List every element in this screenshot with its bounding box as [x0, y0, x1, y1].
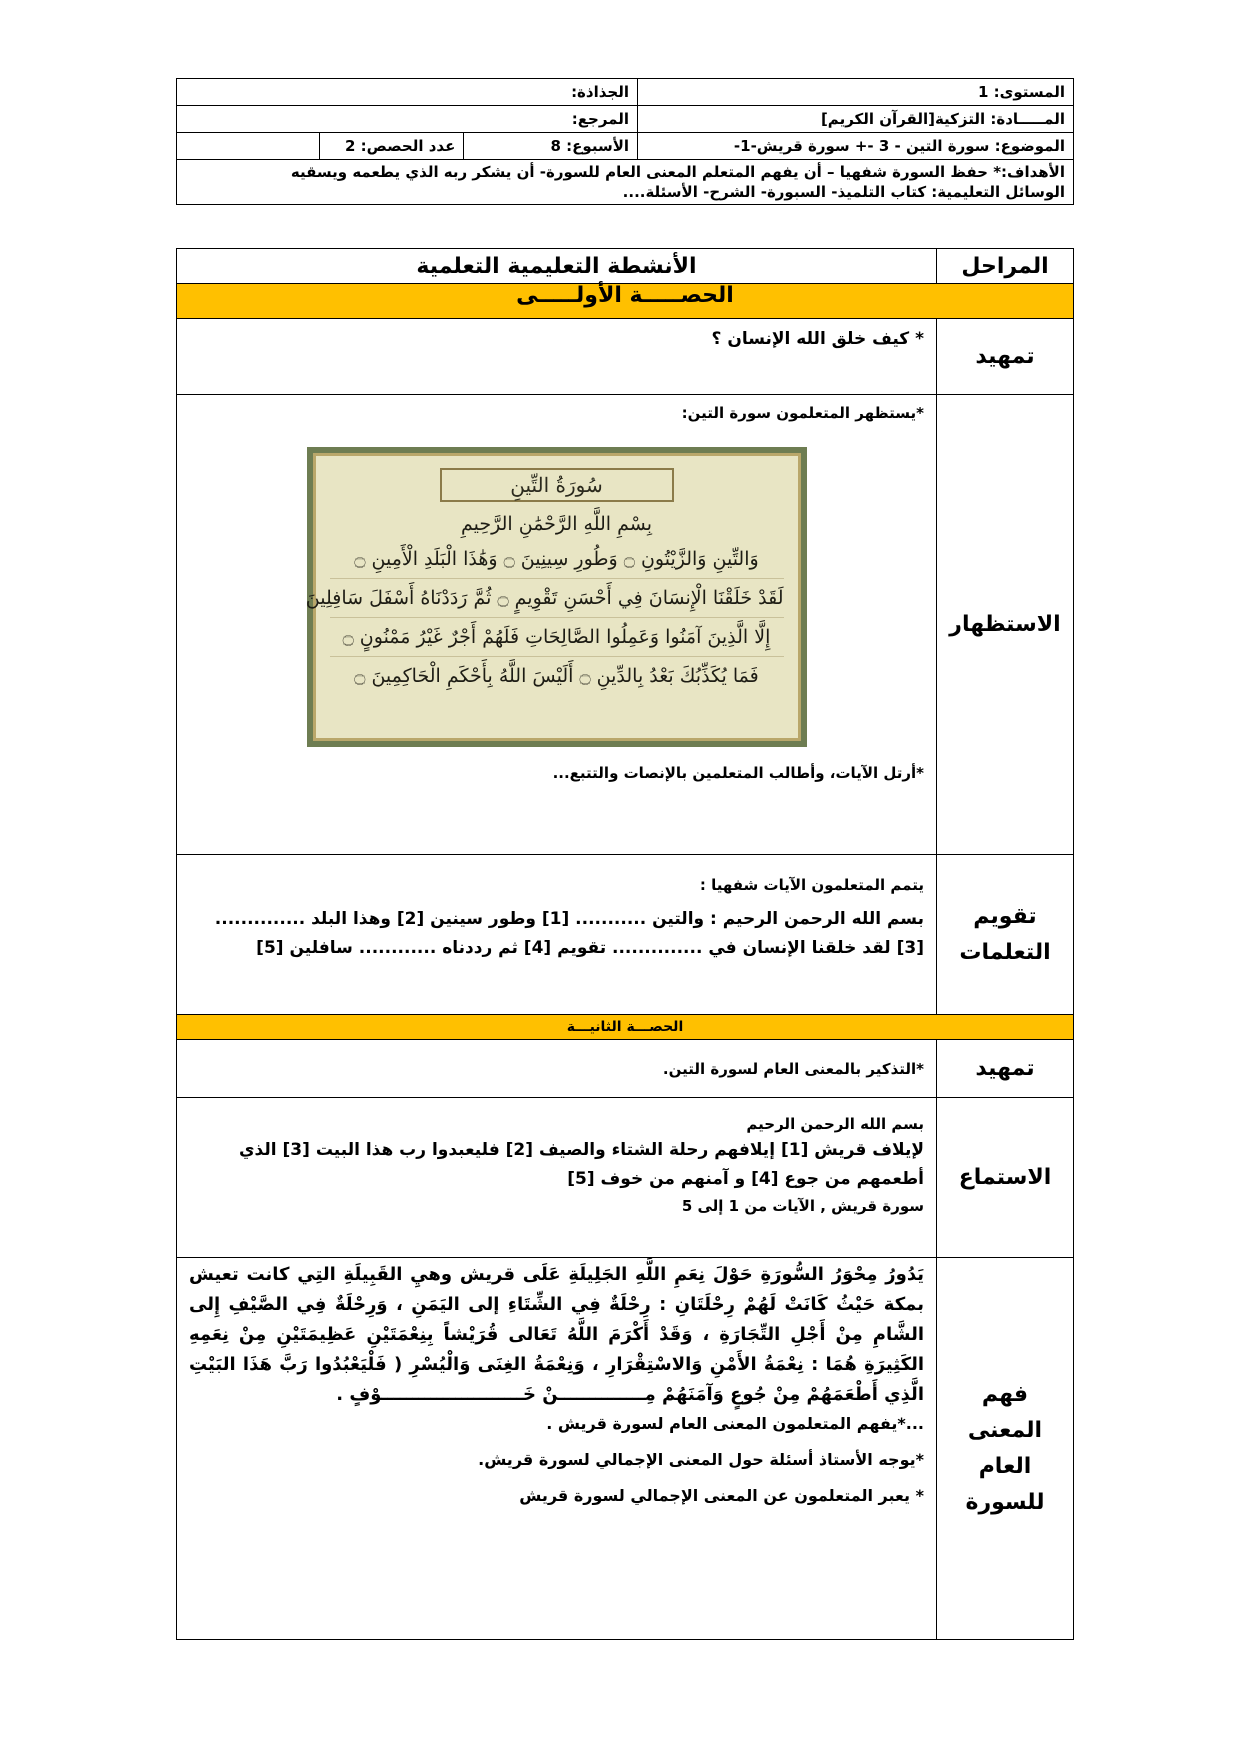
intro-2-cell — [177, 1040, 937, 1098]
level: المستوى: 1 — [638, 79, 1074, 106]
edition: الجذاذة: — [177, 79, 638, 106]
header-table — [176, 78, 1074, 205]
goals-cell — [177, 160, 1074, 205]
stage-intro-2: تمهيد — [937, 1040, 1074, 1098]
quran-basmala: بِسْمِ اللَّهِ الرَّحْمَٰنِ الرَّحِيمِ — [461, 513, 652, 535]
listening-text: لإيلاف قريش [1] إيلافهم رحلة الشتاء والصيف [2] فليعبدوا رب هذا البيت [3] الذي أطعمهم من جوع [4] و آمنهم من خوف [5] — [238, 1140, 924, 1189]
intro-2-text: *التذكير بالمعنى العام لسورة التين. — [662, 1059, 924, 1078]
stage-recall: الاستظهار — [937, 395, 1074, 855]
meaning-point-2: *يوجه الأستاذ أسئلة حول المعنى الإجمالي لسورة قريش. — [478, 1450, 924, 1469]
lesson-1-heading: الحصـــــة الأولـــــى — [177, 284, 1074, 319]
stage-listening: الاستماع — [937, 1098, 1074, 1258]
recall-after: *أرتل الآيات، وأطالب المتعلمين بالإنصات والتتبع... — [552, 764, 924, 782]
reference: المرجع: — [177, 106, 638, 133]
quran-surah-image — [307, 447, 807, 747]
stage-intro-1: تمهيد — [937, 319, 1074, 395]
intro-1-question: * كيف خلق الله الإنسان ؟ — [711, 329, 924, 349]
surah-title: سُورَةُ التِّينِ — [440, 468, 674, 502]
goals: الأهداف:* حفظ السورة شفهيا – أن يفهم المتعلم المعنى العام للسورة- أن يشكر ربه الذي يطعمه ويسقيه — [290, 163, 1065, 181]
stage-meaning: فهم المعنى العام للسورة — [937, 1258, 1074, 1640]
meaning-cell — [177, 1258, 937, 1640]
col-activities: الأنشطة التعليمية التعلمية — [177, 249, 937, 284]
teaching-means: الوسائل التعليمية: كتاب التلميذ- السبورة- الشرح- الأسئلة.... — [622, 183, 1065, 201]
evaluation-text: بسم الله الرحمن الرحيم : والتين ........... [1] وطور سينين [2] وهذا البلد .............. [3] لقد خلقنا الإنسان في .............. تقويم [4] ثم رددناه ............ سافلين [5] — [214, 909, 924, 958]
activities-table — [176, 248, 1074, 1640]
listening-ref: سورة قريش , الآيات من 1 إلى 5 — [681, 1197, 924, 1215]
intro-1-text — [177, 319, 937, 395]
sessions: عدد الحصص: 2 — [319, 133, 464, 160]
sessions-spacer — [177, 133, 320, 160]
subject: المـــــادة: التزكية[القرآن الكريم] — [638, 106, 1074, 133]
quran-line-2: لَقَدْ خَلَقْنَا الْإِنسَانَ فِي أَحْسَنِ تَقْوِيمٍ ۝ ثُمَّ رَدَدْنَاهُ أَسْفَلَ سَافِلِينَ — [330, 579, 784, 618]
recall-text: *يستظهر المتعلمون سورة التين: — [681, 404, 924, 422]
meaning-paragraph: يَدُورُ مِحْوَرُ السُّورَةِ حَوْلَ نِعَمِ اللَّهِ الجَلِيلَةِ عَلَى قريش وهيِ القَبِيلَةِ التِي كانت تعيش بمكة حَيْثُ كَانَتْ لَهُمْ رِحْلَتَانِ : رِحْلَةٌ فِي الشِّتَاءِ إلى اليَمَنِ ، وَرِحْلَةٌ فِي الصَّيْفِ إِلى الشَّامِ مِنْ أَجْلِ التِّجَارَةِ ، وَقَدْ أَكْرَمَ اللَّهُ تَعَالى قُرَيْشاً بِنِعْمَتَيْنِ عَظِيمَتَيْنِ مِنْ نِعَمِهِ الكَثِيرَةِ هُمَا : نِعْمَةُ الأَمْنِ وَالاسْتِقْرَارِ ، وَنِعْمَةُ الغِنَى وَالْيُسْرِ ( فَلْيَعْبُدُوا رَبَّ هَذَا البَيْتِ الَّذِي أَطْعَمَهُمْ مِنْ جُوعٍ وَآمَنَهُمْ مِــــــــــــــنْ خَـــــــــــــــــــــــوْفٍ . — [189, 1264, 924, 1405]
col-stages: المراحل — [937, 249, 1074, 284]
week: الأسبوع: 8 — [464, 133, 638, 160]
evaluation-cell — [177, 855, 937, 1015]
topic: الموضوع: سورة التين - 3 -+ سورة قريش-1- — [638, 133, 1074, 160]
quran-line-1: وَالتِّينِ وَالزَّيْتُونِ ۝ وَطُورِ سِينِينَ ۝ وَهَٰذَا الْبَلَدِ الْأَمِينِ ۝ — [330, 540, 784, 579]
quran-page — [305, 453, 801, 741]
quran-line-4: فَمَا يُكَذِّبُكَ بَعْدُ بِالدِّينِ ۝ أَلَيْسَ اللَّهُ بِأَحْكَمِ الْحَاكِمِينَ ۝ — [354, 665, 759, 687]
quran-line-3: إِلَّا الَّذِينَ آمَنُوا وَعَمِلُوا الصَّالِحَاتِ فَلَهُمْ أَجْرٌ غَيْرُ مَمْنُونٍ ۝ — [330, 618, 784, 657]
evaluation-intro: يتمم المتعلمون الآيات شفهيا : — [699, 876, 924, 894]
lesson-2-heading: الحصـــة الثانيـــة — [177, 1015, 1074, 1040]
meaning-point-1: ...*يفهم المتعلمون المعنى العام لسورة قريش . — [546, 1414, 924, 1433]
meaning-point-3: * يعبر المتعلمون عن المعنى الإجمالي لسورة قريش — [519, 1486, 924, 1505]
listening-basmala: بسم الله الرحمن الرحيم — [746, 1115, 924, 1133]
listening-cell — [177, 1098, 937, 1258]
stage-evaluation: تقويم التعلمات — [937, 855, 1074, 1015]
recall-cell — [177, 395, 937, 855]
